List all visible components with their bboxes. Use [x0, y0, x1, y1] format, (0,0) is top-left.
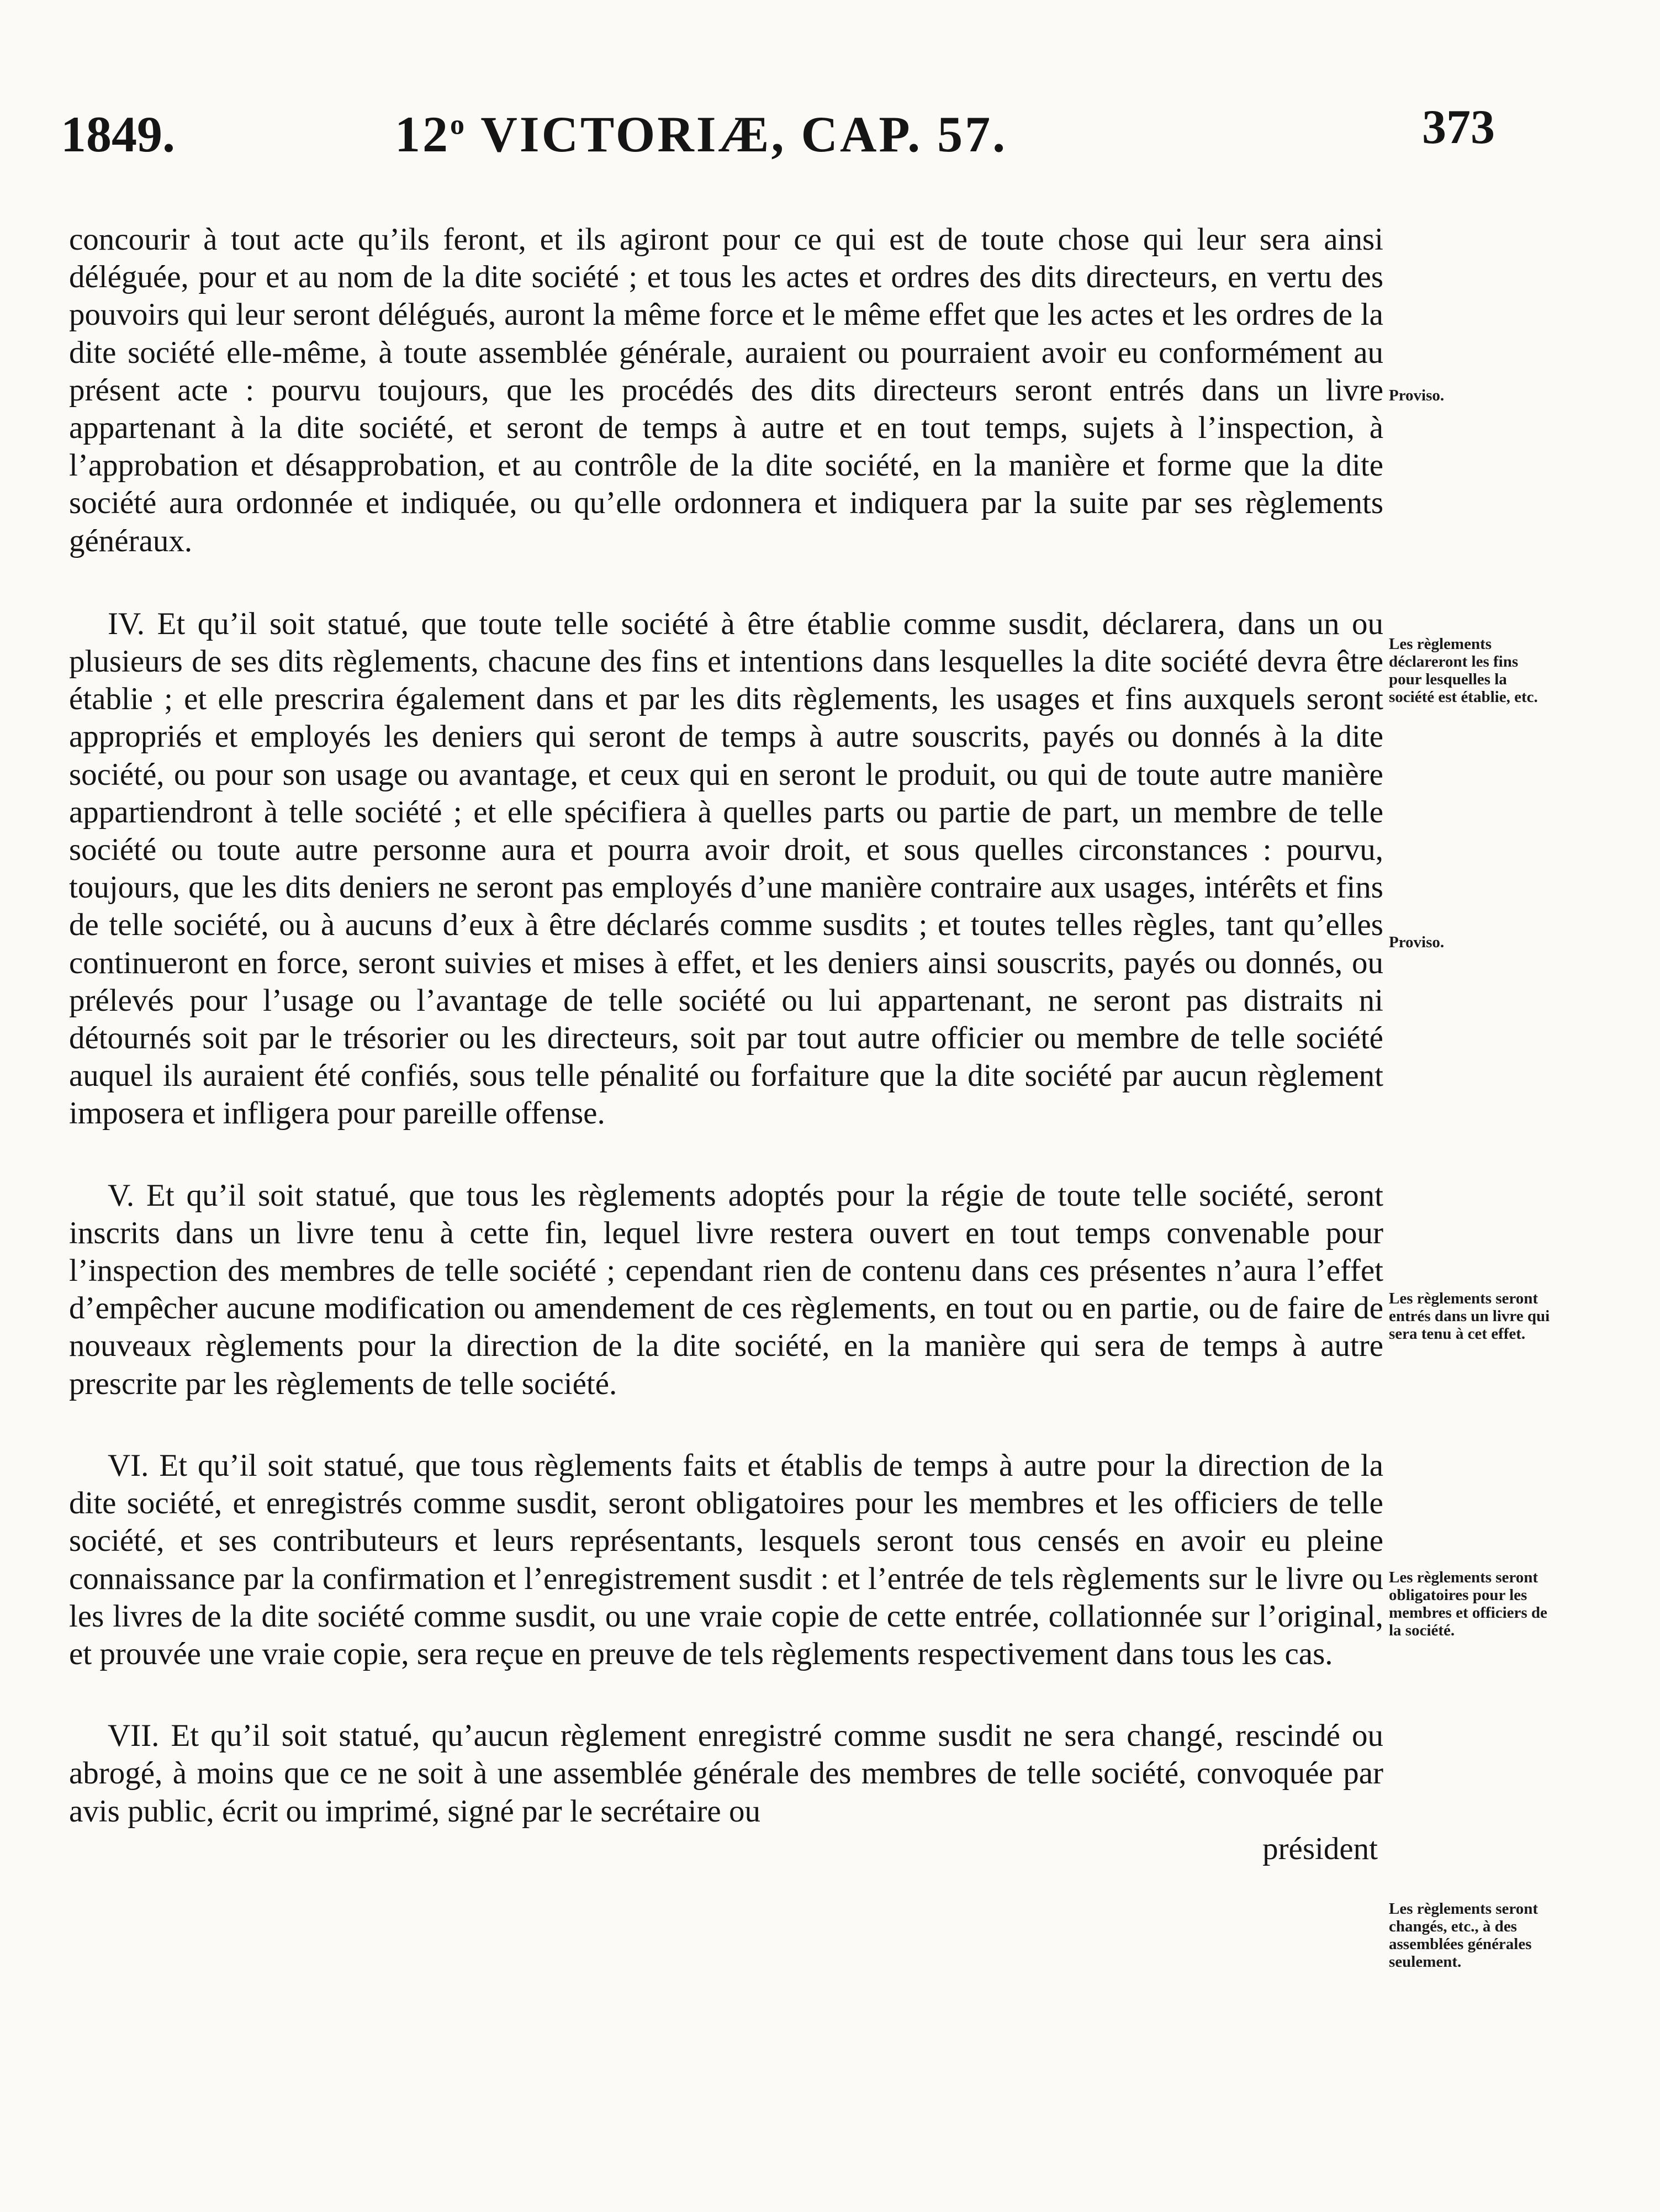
margin-note-proviso-1: Proviso.	[1389, 387, 1445, 404]
body-text	[69, 221, 1383, 1868]
header-title-ordinal: o	[450, 109, 467, 141]
paragraph-continuation: concourir à tout acte qu’ils feront, et ils agiront pour ce qui est de toute chose qui leur sera ainsi déléguée, pour et au nom de la dite société ; et tous les actes et ordres des dits directeurs, en vertu des pouvoirs qui leur seront délégués, auront la même force et le même effet que les actes et les ordres de la dite société elle-même, à toute assemblée générale, auraient ou pourraient avoir eu conformément au présent acte : pourvu toujours, que les procédés des dits directeurs seront entrés dans un livre appartenant à la dite société, et seront de temps à autre et en tout temps, sujets à l’inspection, à l’approbation et désapprobation, et au contrôle de la dite société, en la manière et forme que la dite société aura ordonnée et indiquée, ou qu’elle ordonnera et indiquera par la suite par ses règlements généraux.	[69, 222, 1383, 558]
section-vi-text: VI. Et qu’il soit statué, que tous règlements faits et établis de temps à autre pour la direction de la dite société, et enregistrés comme susdit, seront obligatoires pour les membres et les officiers de telle société, et ses contributeurs et leurs représentants, lesquels seront tous censés en avoir eu pleine connaissance par la confirmation et l’enregistrement susdit : et l’entrée de tels règlements sur le livre ou les livres de la dite société comme susdit, ou une vraie copie de cette entrée, collationnée sur l’original, et prouvée une vraie copie, sera reçue en preuve de tels règlements respectivement dans tous les cas.	[69, 1448, 1383, 1671]
section-iv	[69, 605, 1383, 1133]
section-iv-text: IV. Et qu’il soit statué, que toute telle société à être établie comme susdit, déclarera, dans un ou plusieurs de ses dits règlements, chacune des fins et intentions dans lesquelles la dite société devra être établie ; et elle prescrira également dans et par les dits règlements, les usages et fins auxquels seront appropriés et employés les deniers qui seront de temps à autre souscrits, payés ou donnés à la dite société, ou pour son usage ou avantage, et ceux qui en seront le produit, ou qui de toute autre manière appartiendront à telle société ; et elle spécifiera à quelles parts ou partie de part, un membre de telle société ou toute autre personne aura et pourra avoir droit, et sous quelles circonstances : pourvu, toujours, que les dits deniers ne seront pas employés d’une manière contraire aux usages, intérêts et fins de telle société, ou à aucuns d’eux à être déclarés comme susdits ; et toutes telles règles, tant qu’elles continueront en force, seront suivies et mises à effet, et les deniers ainsi souscrits, payés ou donnés, ou prélevés pour l’usage ou l’avantage de telle société ou lui appartenant, ne seront pas distraits ni détournés soit par le trésorier ou les directeurs, soit par tout autre officier ou membre de telle société auquel ils auraient été confiés, sous telle pénalité ou forfaiture que la dite société par aucun règlement imposera et infligera pour pareille offense.	[69, 606, 1383, 1131]
header-title	[395, 105, 1007, 163]
header-title-prefix: 12	[395, 106, 450, 162]
section-vii-text: VII. Et qu’il soit statué, qu’aucun règlement enregistré comme susdit ne sera changé, rescindé ou abrogé, à moins que ce ne soit à une assemblée générale des membres de telle société, convoquée par avis public, écrit ou imprimé, signé par le secrétaire ou	[69, 1718, 1383, 1829]
margin-note-section-vii: Les règlements seront changés, etc., à des assemblées générales seulement.	[1389, 1900, 1539, 1971]
margin-note-section-v: Les règlements seront entrés dans un livre qui sera tenu à cet effet.	[1389, 1290, 1550, 1343]
margin-note-proviso-2: Proviso.	[1389, 933, 1445, 951]
section-v	[69, 1177, 1383, 1403]
section-vii	[69, 1717, 1383, 1830]
header-year: 1849.	[61, 106, 175, 162]
page-number: 373	[1422, 101, 1495, 154]
page-header	[0, 101, 1660, 199]
margin-note-section-iv: Les règlements déclareront les fins pour lesquelles la société est établie, etc.	[1389, 635, 1538, 706]
header-title-main: VICTORIÆ, CAP. 57.	[480, 106, 1008, 162]
margin-note-section-vi: Les règlements seront obligatoires pour les membres et officiers de la société.	[1389, 1569, 1547, 1639]
catchword: président	[1262, 1831, 1378, 1866]
section-v-text: V. Et qu’il soit statué, que tous les règlements adoptés pour la régie de toute telle société, seront inscrits dans un livre tenu à cette fin, lequel livre restera ouvert en tout temps convenable pour l’inspection des membres de telle société ; cependant rien de contenu dans ces présentes n’aura l’effet d’empêcher aucune modification ou amendement de ces règlements, en tout ou en partie, ou de faire de nouveaux règlements pour la direction de la dite société, en la manière qui sera de temps à autre prescrite par les règlements de telle société.	[69, 1178, 1383, 1401]
section-vi	[69, 1447, 1383, 1673]
